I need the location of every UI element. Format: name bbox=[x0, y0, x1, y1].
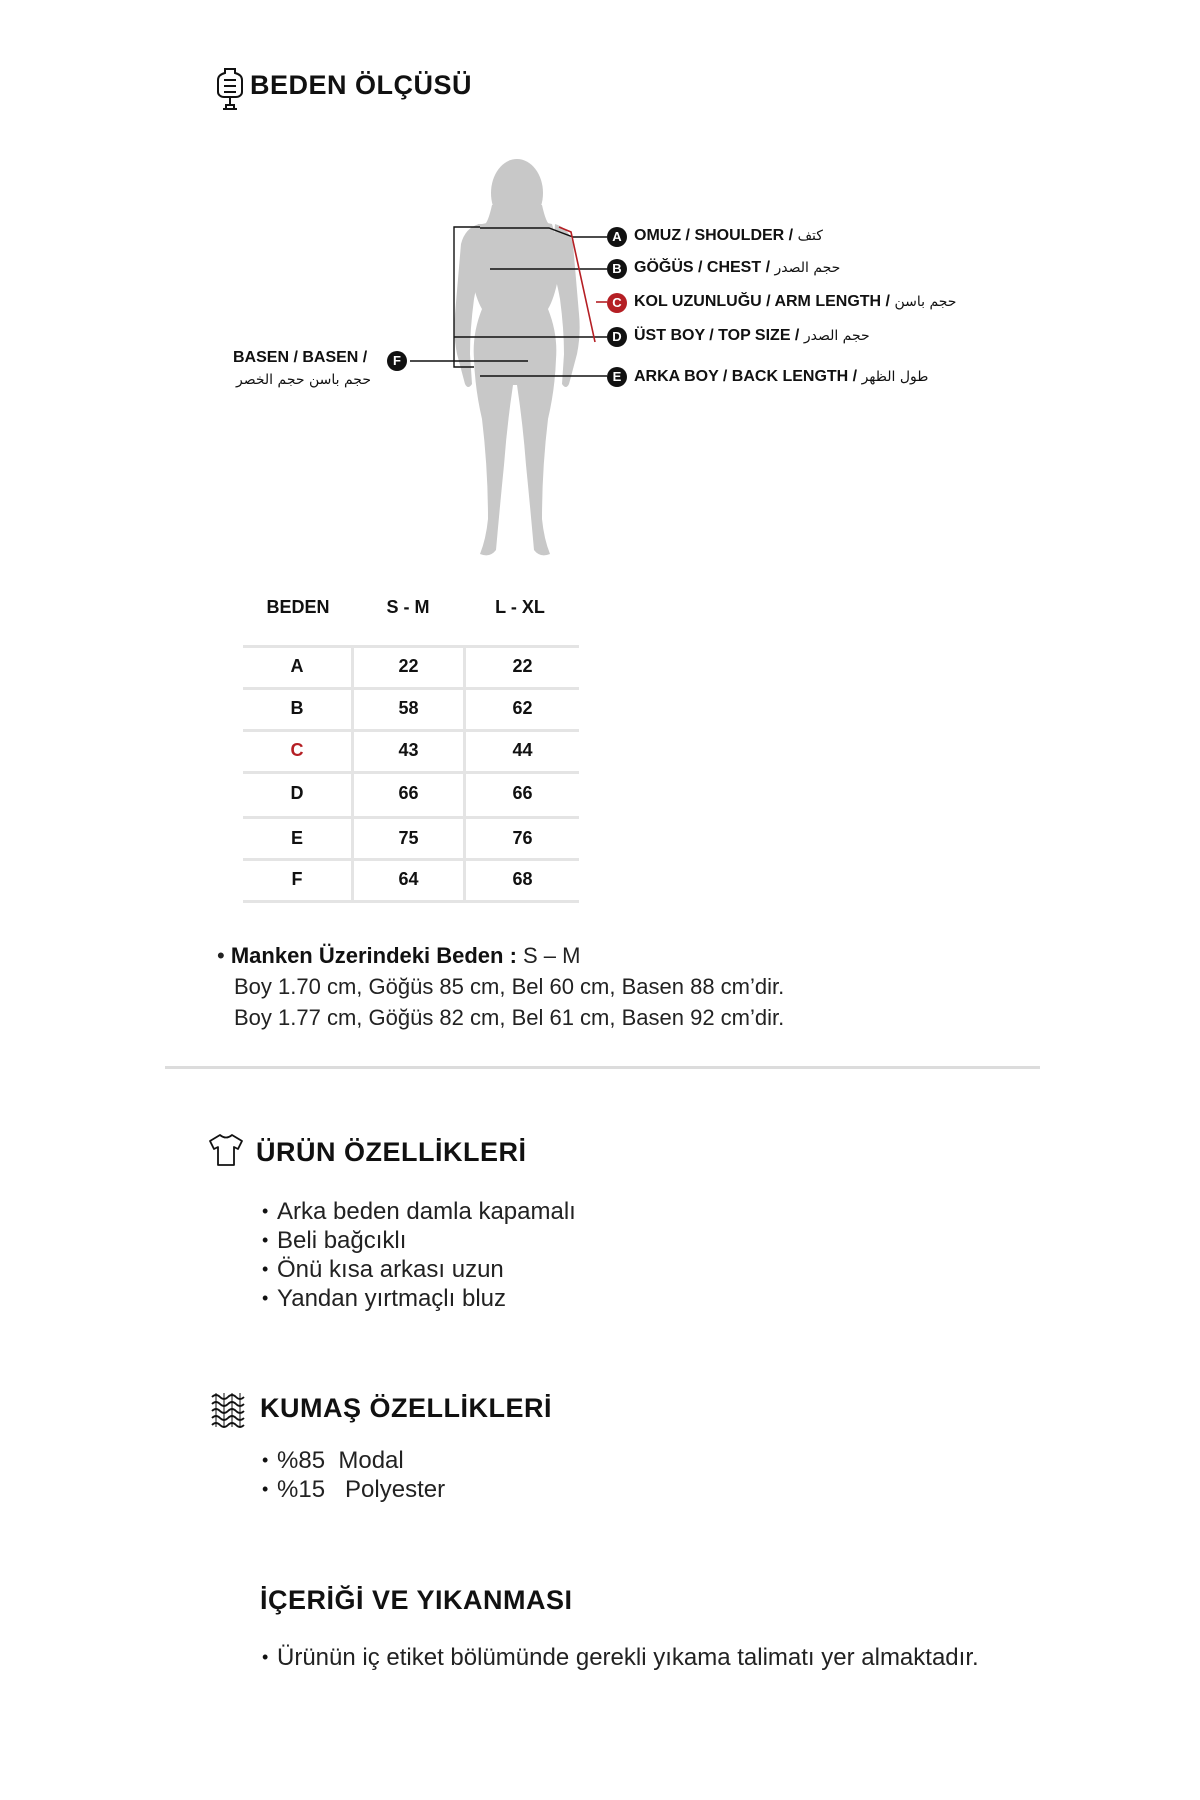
size-chart-title: BEDEN ÖLÇÜSÜ bbox=[250, 70, 473, 100]
label-top-size: ÜST BOY / TOP SIZE / حجم الصدر bbox=[634, 327, 870, 344]
table-cell: F bbox=[291, 869, 303, 889]
marker-c: C bbox=[607, 293, 627, 313]
model-size-line: • Manken Üzerindeki Beden : S – M bbox=[217, 943, 581, 968]
table-cell: 68 bbox=[512, 869, 533, 889]
table-cell: 76 bbox=[512, 828, 533, 848]
table-cell: 58 bbox=[398, 698, 419, 718]
product-features-list bbox=[262, 1197, 576, 1313]
marker-a: A bbox=[607, 227, 627, 247]
table-cell: A bbox=[290, 656, 304, 676]
label-basen: BASEN / BASEN / bbox=[233, 349, 368, 366]
label-back-length: ARKA BOY / BACK LENGTH / طول الظهر bbox=[634, 368, 929, 385]
table-cell: E bbox=[290, 828, 303, 848]
list-item: • Arka beden damla kapamalı bbox=[262, 1197, 576, 1226]
fabric-features-list bbox=[262, 1446, 445, 1504]
section-divider bbox=[165, 1066, 1040, 1069]
table-row bbox=[243, 731, 579, 769]
table-cell: 22 bbox=[398, 656, 419, 676]
table-row bbox=[243, 819, 579, 857]
body-measurement-diagram bbox=[0, 0, 1200, 600]
marker-e: E bbox=[607, 367, 627, 387]
table-cell: 44 bbox=[512, 740, 533, 760]
fabric-icon bbox=[210, 1391, 248, 1429]
table-cell: B bbox=[290, 698, 304, 718]
list-item: • Yandan yırtmaçlı bluz bbox=[262, 1284, 576, 1313]
list-item: • Beli bağcıklı bbox=[262, 1226, 576, 1255]
table-cell: 75 bbox=[398, 828, 419, 848]
label-chest: GÖĞÜS / CHEST / حجم الصدر bbox=[634, 259, 841, 276]
care-title: İÇERİĞİ VE YIKANMASI bbox=[260, 1585, 573, 1615]
care-list bbox=[262, 1643, 982, 1672]
marker-f: F bbox=[387, 351, 407, 371]
label-shoulder: OMUZ / SHOULDER / كتف bbox=[634, 227, 823, 244]
product-features-title: ÜRÜN ÖZELLİKLERİ bbox=[256, 1137, 527, 1167]
table-cell: 43 bbox=[398, 740, 419, 760]
table-cell: 66 bbox=[398, 783, 419, 803]
list-item: • Önü kısa arkası uzun bbox=[262, 1255, 576, 1284]
table-cell: 22 bbox=[512, 656, 533, 676]
table-row-divider bbox=[243, 900, 579, 903]
marker-d: D bbox=[607, 327, 627, 347]
model-measurements-1: Boy 1.70 cm, Göğüs 85 cm, Bel 60 cm, Basen 88 cm’dir. bbox=[234, 974, 785, 999]
list-item: • %85 Modal bbox=[262, 1446, 445, 1475]
table-row bbox=[243, 647, 579, 685]
table-header-size: BEDEN bbox=[266, 597, 330, 617]
table-cell: 66 bbox=[512, 783, 533, 803]
table-header-s-m: S - M bbox=[386, 597, 430, 617]
model-size-info bbox=[217, 940, 784, 1033]
list-item: • Ürünün iç etiket bölümünde gerekli yıkama talimatı yer almaktadır. bbox=[262, 1643, 982, 1672]
model-measurements-2: Boy 1.77 cm, Göğüs 82 cm, Bel 61 cm, Basen 92 cm’dir. bbox=[234, 1005, 785, 1030]
marker-b: B bbox=[607, 259, 627, 279]
label-basen-arabic: حجم باسن حجم الخصر bbox=[236, 372, 371, 388]
label-arm-length: KOL UZUNLUĞU / ARM LENGTH / حجم باسن bbox=[634, 293, 957, 310]
fabric-features-title: KUMAŞ ÖZELLİKLERİ bbox=[260, 1393, 552, 1423]
table-row bbox=[243, 689, 579, 727]
table-cell: 62 bbox=[512, 698, 533, 718]
list-item: • %15 Polyester bbox=[262, 1475, 445, 1504]
table-cell: 64 bbox=[398, 869, 419, 889]
table-cell: C bbox=[290, 740, 304, 760]
body-silhouette bbox=[454, 159, 579, 555]
table-cell: D bbox=[290, 783, 304, 803]
table-row bbox=[243, 860, 579, 898]
table-row bbox=[243, 774, 579, 812]
table-header-l-xl: L - XL bbox=[495, 597, 545, 617]
tshirt-icon bbox=[208, 1132, 244, 1168]
